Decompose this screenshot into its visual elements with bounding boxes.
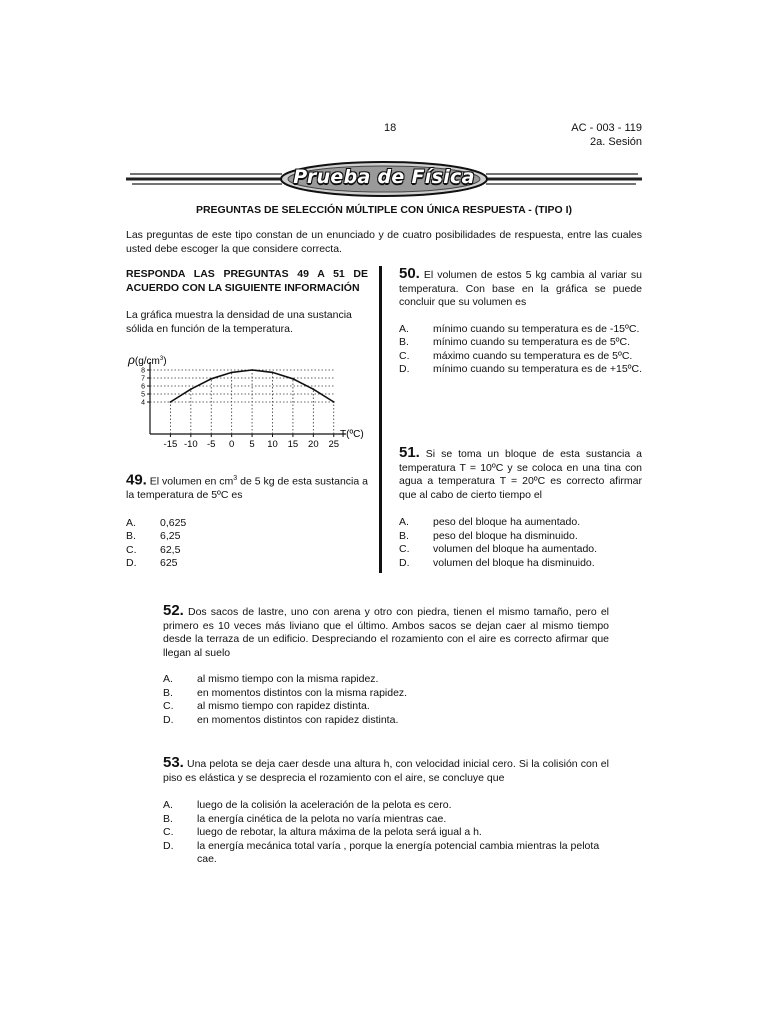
option-b[interactable] — [163, 687, 609, 701]
question-text-sup: 3 — [233, 475, 238, 482]
density-chart — [126, 352, 376, 457]
x-tick-label: -10 — [183, 439, 198, 450]
option-text: luego de la colisión la aceleración de la pelota es cero. — [197, 799, 452, 811]
option-text: la energía mecánica total varía , porque la energía potencial cambia mientras la pelota cae. — [197, 839, 600, 865]
option-letter: B. — [399, 336, 409, 348]
option-letter: D. — [163, 839, 174, 852]
option-letter: A. — [163, 673, 173, 685]
option-c[interactable] — [163, 700, 609, 714]
option-b[interactable] — [126, 530, 368, 544]
x-tick-label: 15 — [287, 439, 299, 450]
option-text: al mismo tiempo con la misma rapidez. — [197, 673, 379, 685]
option-text: mínimo cuando su temperatura es de -15ºC. — [433, 322, 640, 335]
data-point — [231, 372, 233, 374]
question-number: 49. — [126, 471, 147, 489]
data-point — [190, 388, 192, 390]
option-letter: B. — [399, 529, 409, 542]
data-point — [312, 388, 314, 390]
option-c[interactable] — [399, 350, 642, 364]
x-tick-label: -5 — [207, 439, 216, 450]
option-letter: C. — [163, 700, 174, 712]
y-tick-label: 5 — [141, 391, 145, 399]
data-point — [272, 372, 274, 374]
option-letter: B. — [163, 686, 173, 699]
info-paragraph: La gráfica muestra la densidad de una sustancia sólida en función de la temperatura. — [126, 309, 352, 335]
question-51 — [399, 446, 642, 570]
option-d[interactable] — [163, 714, 609, 728]
session-label: 2a. Sesión — [590, 136, 642, 148]
data-point — [210, 378, 212, 380]
option-text: volumen del bloque ha disminuido. — [433, 556, 595, 569]
x-tick-label: 20 — [308, 439, 319, 450]
question-text: El volumen de estos 5 kg cambia al variar su temperatura. Con base en la gráfica se puede concluir que su volumen es — [399, 269, 642, 308]
option-text: 625 — [160, 557, 178, 569]
page-number: 18 — [384, 122, 397, 134]
option-text: la energía cinética de la pelota no varía mientras cae. — [197, 812, 447, 825]
options-list — [399, 516, 642, 570]
question-text: El volumen en cm — [149, 475, 234, 488]
option-text: máximo cuando su temperatura es de 5ºC. — [433, 349, 633, 362]
option-letter: C. — [399, 543, 410, 555]
option-c[interactable] — [126, 544, 368, 558]
data-point — [292, 378, 294, 380]
question-text-end: de 5 kg de esta sustancia a la temperatura de 5ºC es — [126, 475, 368, 501]
banner — [126, 160, 642, 200]
x-axis-label: T(ºC) — [340, 429, 364, 440]
option-letter: C. — [126, 543, 137, 556]
option-letter: A. — [126, 516, 136, 529]
option-letter: C. — [163, 826, 174, 838]
option-letter: B. — [163, 812, 173, 825]
option-text: 0,625 — [160, 516, 187, 529]
question-text: Si se toma un bloque de esta sustancia a temperatura T = 10ºC y se coloca en una tina con agua a temperatura T = 20ºC es correcto afirmar que al cabo de cierto tiempo el — [399, 448, 642, 501]
option-text: mínimo cuando su temperatura es de 5ºC. — [433, 336, 631, 348]
question-50 — [399, 267, 642, 377]
x-tick-label: 25 — [328, 439, 340, 450]
question-53 — [163, 756, 609, 867]
question-text: Una pelota se deja caer desde una altura h, con velocidad inicial cero. Si la colisión con el piso es elástica y se desprecia el rozamiento con el aire, se concluye que — [163, 758, 609, 784]
option-letter: B. — [126, 530, 136, 542]
option-text: en momentos distintos con rapidez distinta. — [197, 713, 399, 726]
option-a[interactable] — [126, 517, 368, 531]
option-d[interactable] — [126, 557, 368, 571]
option-d[interactable] — [163, 840, 609, 867]
option-text: peso del bloque ha disminuido. — [433, 529, 578, 542]
question-number: 53. — [163, 754, 184, 771]
instruction-heading: RESPONDA LAS PREGUNTAS 49 A 51 DE ACUERDO CON LA SIGUIENTE INFORMACIÓN — [126, 268, 368, 294]
option-a[interactable] — [163, 799, 609, 813]
y-tick-label: 6 — [141, 383, 145, 391]
y-tick-label: 7 — [141, 375, 145, 383]
y-tick-label: 8 — [141, 367, 145, 375]
options-list — [163, 799, 609, 867]
option-a[interactable] — [399, 323, 642, 337]
option-text: en momentos distintos con la misma rapidez. — [197, 686, 408, 699]
option-text: al mismo tiempo con rapidez distinta. — [197, 700, 370, 712]
option-b[interactable] — [399, 336, 642, 350]
option-b[interactable] — [163, 813, 609, 827]
option-letter: A. — [399, 516, 409, 528]
option-c[interactable] — [163, 826, 609, 840]
question-text: Dos sacos de lastre, uno con arena y otro con piedra, tienen el mismo tamaño, pero el primero es 10 veces más liviano que el último. Ambos sacos se dejan caer al mismo tiempo desde la terraza de un edificio. Despreciando el rozamiento con el aire es correcto afirmar que llegan al suelo — [163, 606, 609, 659]
option-text: 62,5 — [160, 543, 181, 556]
options-list — [126, 517, 368, 571]
option-letter: A. — [399, 322, 409, 335]
option-c[interactable] — [399, 543, 642, 557]
x-tick-label: 10 — [267, 439, 278, 450]
x-tick-label: 5 — [249, 439, 255, 450]
option-text: volumen del bloque ha aumentado. — [433, 543, 598, 555]
question-number: 50. — [399, 265, 420, 282]
option-d[interactable] — [399, 363, 642, 377]
option-d[interactable] — [399, 557, 642, 571]
options-list — [399, 323, 642, 377]
option-letter: A. — [163, 799, 173, 811]
x-tick-label: 0 — [229, 439, 235, 450]
y-tick-label: 4 — [141, 399, 145, 407]
intro-paragraph: Las preguntas de este tipo constan de un enunciado y de cuatro posibilidades de respuesta, entre las cuales usted debe escoger la que considere correcta. — [126, 229, 642, 255]
option-letter: C. — [399, 349, 410, 362]
question-49 — [126, 472, 368, 571]
options-list — [163, 673, 609, 727]
data-point — [170, 401, 172, 403]
option-letter: D. — [126, 557, 137, 569]
option-a[interactable] — [399, 516, 642, 530]
x-tick-label: -15 — [163, 439, 178, 450]
option-text: luego de rebotar, la altura máxima de la pelota será igual a h. — [197, 826, 482, 838]
question-number: 52. — [163, 602, 184, 619]
option-text: peso del bloque ha aumentado. — [433, 516, 581, 528]
option-letter: D. — [399, 363, 410, 375]
y-axis-label: $\rho(g/cm^3)$ — [128, 353, 167, 367]
section-title: PREGUNTAS DE SELECCIÓN MÚLTIPLE CON ÚNICA RESPUESTA - (TIPO I) — [195, 204, 573, 216]
option-a[interactable] — [163, 673, 609, 687]
banner-title: Prueba de Física — [293, 166, 475, 188]
option-text: mínimo cuando su temperatura es de +15ºC. — [433, 363, 642, 375]
question-52 — [163, 604, 609, 727]
option-b[interactable] — [399, 530, 642, 544]
option-letter: D. — [399, 556, 410, 569]
option-text: 6,25 — [160, 530, 181, 542]
data-point — [333, 401, 335, 403]
test-code: AC - 003 - 119 — [571, 122, 642, 134]
column-divider — [379, 266, 382, 573]
option-letter: D. — [163, 713, 174, 726]
left-column — [126, 268, 368, 336]
question-number: 51. — [399, 444, 420, 461]
data-point — [251, 369, 253, 371]
